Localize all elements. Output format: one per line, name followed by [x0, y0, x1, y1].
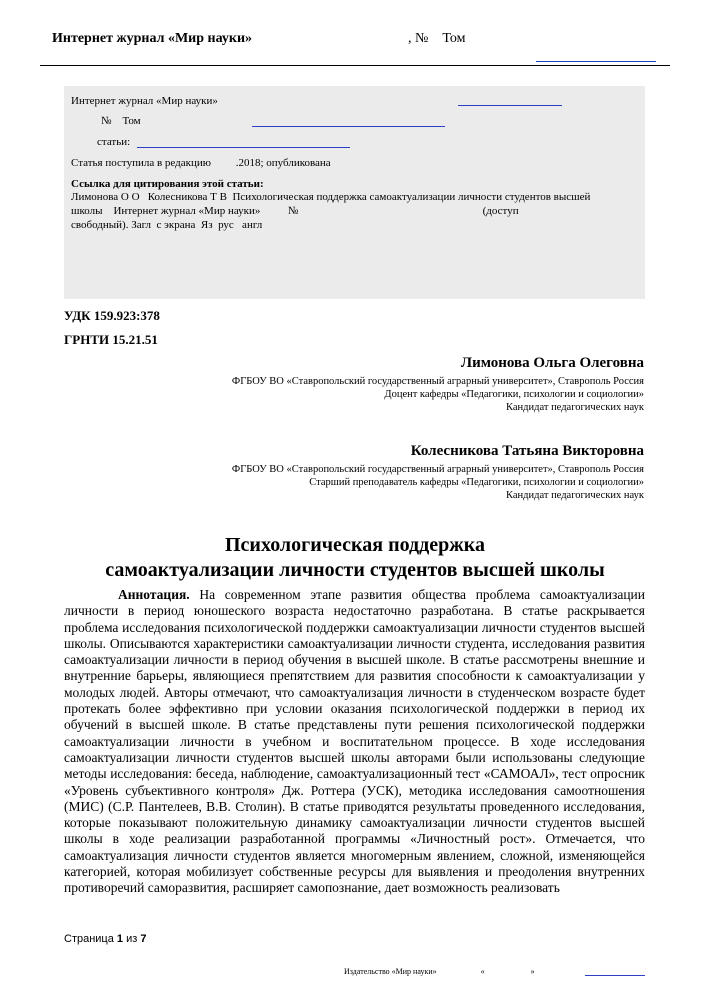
page-total: 7 [140, 933, 147, 945]
author-1-affiliation: ФГБОУ ВО «Ставропольский государственный аграрный университет», Ставрополь Россия [231, 376, 644, 387]
author-2-affiliation: ФГБОУ ВО «Ставропольский государственный аграрный университет», Ставрополь Россия [231, 464, 644, 475]
info-journal: Интернет журнал «Мир науки» [71, 95, 218, 107]
article-title-line-1: Психологическая поддержка [225, 534, 485, 556]
author-1-position: Доцент кафедры «Педагогики, психологии и социологии» [384, 389, 644, 400]
journal-header-title: Интернет журнал «Мир науки» [52, 31, 253, 46]
info-issue: № Том [101, 115, 141, 127]
info-link-2[interactable] [252, 126, 445, 127]
article-title-line-2: самоактуализации личности студентов высшей школы [105, 559, 605, 581]
author-2-position: Старший преподаватель кафедры «Педагогики, психологии и социологии» [309, 477, 644, 488]
journal-header-issue: , № Том [408, 31, 466, 46]
info-link-3[interactable] [137, 147, 350, 148]
author-name-2: Колесникова Татьяна Викторовна [410, 443, 644, 459]
footer-publisher: Издательство «Мир науки» « » [344, 967, 535, 976]
abstract-text: На современном этапе развития общества проблема самоактуализации личности в период юношеского возраста недостаточно разработана. В статье раскрывается проблема исследования психологической поддержки самоактуализации личности студентов высшей школы. Описываются характеристики самоактуализации личности студента, исследования развития самоактуализации личности в период обучения в высшей школе. В статье рассмотрены внешние и внутренние барьеры, являющиеся препятствием для развития способности к самоактуализации у молодых людей. Авторы отмечают, что самоактуализация личности в студенческом возрасте будет протекать более эффективно при условии оказания психологической поддержки в период их обучений в высшей школе. В статье представлены пути решения психологической поддержки самоактуализации личности в учебном и воспитательном процессе. В ходе исследования самоактуализации личности студентов высшей школы авторами были использованы следующие методы исследования: беседа, наблюдение, самоактуализационный тест «САМОАЛ», тест опросник «Уровень субъективного контроля» Дж. Роттера (УСК), методика исследования самоотношения (МИС) (С.Р. Пантелеев, В.В. Столин). В статье приводятся результаты проведенного исследования, которые показывают положительную динамику самоактуализации личности студентов высшей школы в ходе реализации разработанной программы «Личностный рост». Отмечается, что самоактуализация личности студентов является многомерным явлением, сложной, изменяющейся категорией, которая мобилизует собственные ресурсы для выявления и преодоления внутренних противоречий саморазвития, расширяет самопознание, дает возможность реализовать [64, 587, 646, 896]
cite-heading: Ссылка для цитирования этой статьи: [71, 178, 264, 190]
abstract-label: Аннотация. [118, 587, 190, 602]
cite-line-2: школы Интернет журнал «Мир науки» № (доступ [71, 205, 519, 217]
abstract-paragraph [64, 587, 645, 897]
author-2-degree: Кандидат педагогических наук [506, 490, 644, 501]
grnti-code: ГРНТИ 15.21.51 [64, 332, 158, 347]
header-link-underline[interactable] [536, 61, 656, 62]
author-1-degree: Кандидат педагогических наук [506, 402, 644, 413]
cite-line-1: Лимонова О О Колесникова Т В Психологическая поддержка самоактуализации личности студентов высшей [71, 191, 591, 203]
udk-code: УДК 159.923:378 [64, 308, 160, 323]
info-link-1[interactable] [458, 105, 562, 106]
page-prefix: Страница [64, 933, 117, 945]
footer-link-underline[interactable] [585, 975, 645, 976]
info-received: Статья поступила в редакцию .2018; опубликована [71, 157, 331, 169]
header-divider [40, 65, 670, 66]
page-of: из [123, 933, 141, 945]
author-name-1: Лимонова Ольга Олеговна [460, 355, 644, 371]
info-article-label: статьи: [97, 136, 131, 148]
cite-line-3: свободный). Загл с экрана Яз рус англ [71, 219, 263, 231]
page-indicator [64, 933, 146, 945]
page-current: 1 [116, 933, 124, 945]
